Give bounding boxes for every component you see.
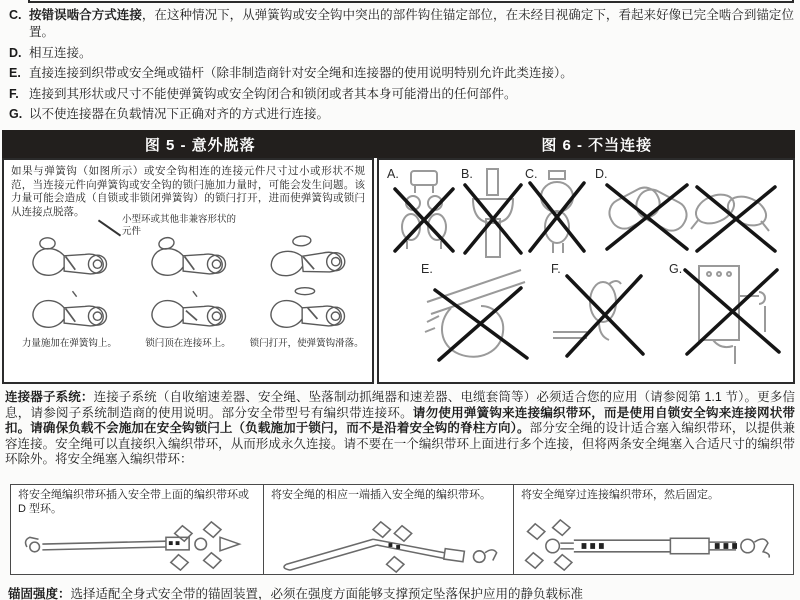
connector-paragraph-bold: 请勿使用弹簧钩来连接编织带环，而是使用自锁安全钩来连接网状带扣。请确保负载不会施加在安全钩锁闩上（负载施加于锁闩，而不是沿着安全钩的脊柱方向）。 bbox=[5, 405, 795, 435]
step-text-2: 将安全绳的相应一端插入安全绳的编织带环。 bbox=[271, 489, 491, 501]
list-text: 相互连接。 bbox=[29, 45, 92, 60]
figure5-illustrations bbox=[4, 214, 372, 349]
list-text: 以不使连接器在负载情况下正确对齐的方式进行连接。 bbox=[29, 107, 330, 121]
figure6-label-e: E. bbox=[421, 262, 433, 276]
connector-paragraph-label: 连接器子系统： bbox=[5, 390, 94, 404]
anchor-strength-text: 选择适配全身式安全带的锚固装置，必须在强度方面能够支撑预定坠落保护应用的静负载标准 bbox=[70, 587, 584, 600]
figure5-description: 如果与弹簧钩（如图所示）或安全钩相连的连接元件尺寸过小或形状不规范，当连接元件向弹簧钩或安全钩的锁闩施加力量时，可能会发生问题。该力量可能会造成（自锁或非锁闭弹簧钩）的锁闩打开，进而使弹簧钩或锁闩从连接点脱落。 bbox=[11, 165, 365, 218]
snap-hook-illustration bbox=[10, 235, 129, 285]
crossed-connection-a-illustration bbox=[387, 167, 461, 260]
bent-lanyard-illustration bbox=[271, 518, 506, 574]
list-text: ，在这种情况下，从弹簧钩或安全钩中突出的部件钩住锚定部位，在未经目视确定下，看起来好像已完全啮合到锚定位置。 bbox=[29, 8, 794, 39]
figure5-caption-1: 力量施加在弹簧钩上。 bbox=[21, 338, 117, 349]
connector-subsystem-paragraph bbox=[5, 390, 795, 468]
figure5-header: 图 5 - 意外脱落 bbox=[144, 136, 256, 154]
figure-header-bar bbox=[2, 130, 795, 158]
list-item-g bbox=[0, 106, 800, 123]
list-item-c bbox=[0, 7, 800, 41]
connector-paragraph-part3: 部分安全绳的设计适合塞入编织带环，以提供兼容连接。安全绳可以直接织入编织带环，从而形成永久连接。请不要在一个编织带环上面进行多个连接，但将两条安全绳塞入合适尺寸的编织带环除外。将安全绳塞入编织带环： bbox=[5, 421, 795, 466]
crossed-connection-c-illustration bbox=[525, 167, 589, 260]
warning-list bbox=[0, 7, 800, 127]
crossed-connection-d-illustration bbox=[595, 167, 780, 260]
snap-hook-illustration bbox=[247, 287, 366, 337]
figure6-label-a: A. bbox=[387, 167, 399, 181]
figure6-label-d: D. bbox=[595, 167, 608, 181]
figure6-label-g: G. bbox=[669, 262, 683, 276]
step-text-3: 将安全绳穿过连接编织带环，然后固定。 bbox=[521, 489, 719, 501]
list-text: 连接到其形状或尺寸不能使弹簧钩或安全钩闭合和锁闭或者其本身可能滑出的任何部件。 bbox=[29, 86, 517, 101]
list-lead: 按错误啮合方式连接 bbox=[29, 8, 142, 22]
cutoff-box-bottom-edge bbox=[28, 0, 794, 3]
figure-panels bbox=[2, 158, 795, 384]
crossed-connection-b-illustration bbox=[461, 167, 525, 260]
figure6-header: 图 6 - 不当连接 bbox=[541, 136, 653, 154]
list-item-d bbox=[0, 45, 800, 62]
crossed-connection-f-illustration bbox=[551, 262, 655, 372]
list-item-f bbox=[0, 86, 800, 103]
figure6-panel bbox=[377, 158, 795, 384]
figure5-caption-2: 锁闩顶在连接环上。 bbox=[145, 338, 231, 349]
threaded-lanyard-illustration bbox=[521, 518, 786, 574]
steps-table-cell-2 bbox=[264, 485, 514, 574]
snap-hook-illustration bbox=[129, 287, 248, 337]
connector-paragraph-part1: 连接子系统（自收缩速差器、安全绳、坠落制动抓绳器和速差器、电缆套筒等）必须适合您的应用（请参阅第 1.1 节）。更多信息，请参阅子系统制造商的使用说明。部分安全带型号有编织带连接环。 bbox=[5, 390, 795, 420]
figure5-callout: 小型环或其他非兼容形状的元件 bbox=[122, 214, 237, 237]
list-text: 直接连接到织带或安全绳或锚杆（除非制造商针对安全绳和连接器的使用说明特别允许此类连接）。 bbox=[29, 66, 573, 80]
callout-pointer-line bbox=[98, 219, 121, 236]
list-letter: E. bbox=[9, 66, 21, 80]
anchor-strength-label: 锚固强度： bbox=[8, 587, 71, 600]
step-text-1: 将安全绳编织带环插入安全带上面的编织带环或 D 型环。 bbox=[18, 489, 249, 515]
straight-lanyard-illustration bbox=[18, 518, 256, 574]
figure6-label-f: F. bbox=[551, 262, 561, 276]
figure6-label-b: B. bbox=[461, 167, 473, 181]
list-letter: D. bbox=[9, 45, 22, 60]
snap-hook-illustration bbox=[247, 235, 366, 285]
list-letter: F. bbox=[9, 86, 19, 101]
figure5-caption-3: 锁闩打开，使弹簧钩滑落。 bbox=[249, 338, 364, 349]
list-letter: C. bbox=[9, 8, 22, 22]
crossed-connection-g-illustration bbox=[669, 262, 789, 372]
anchor-strength-line bbox=[8, 586, 794, 600]
steps-table-cell-1 bbox=[11, 485, 264, 574]
crossed-connection-e-illustration bbox=[421, 262, 539, 372]
snap-hook-illustration bbox=[129, 235, 248, 285]
figure6-label-c: C. bbox=[525, 167, 538, 181]
list-item-e bbox=[0, 65, 800, 82]
figure5-panel bbox=[2, 158, 374, 384]
snap-hook-illustration bbox=[10, 287, 129, 337]
steps-table-cell-3 bbox=[514, 485, 793, 574]
lanyard-steps-table bbox=[10, 484, 794, 575]
list-letter: G. bbox=[9, 107, 23, 121]
